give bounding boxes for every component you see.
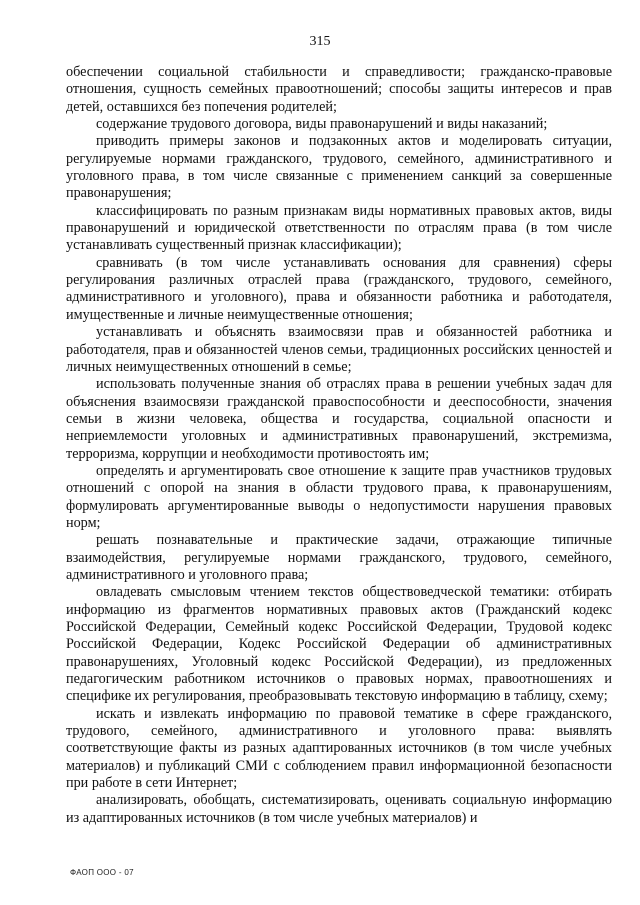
paragraph: анализировать, обобщать, систематизировать, оценивать социальную информацию из адаптированных источников (в том числе учебных материалов) и (66, 792, 612, 826)
paragraph: искать и извлекать информацию по правовой тематике в сфере гражданского, трудового, семейного, административного и уголовного права: выявлять соответствующие факты из разных адаптированных источников (в том числе учебных материалов) и публикаций СМИ с соблюдением правил информационной безопасности при работе в сети Интернет; (66, 705, 612, 792)
paragraph: определять и аргументировать свое отношение к защите прав участников трудовых отношений с опорой на знания в области трудового права, к правонарушениям, формулировать аргументированные выводы о недопустимости нарушения правовых норм; (66, 462, 612, 531)
page-number: 315 (309, 34, 331, 49)
paragraph: содержание трудового договора, виды правонарушений и виды наказаний; (96, 116, 548, 133)
document-code-footer: ФАОП ООО - 07 (70, 868, 134, 877)
paragraph: решать познавательные и практические задачи, отражающие типичные взаимодействия, регулируемые нормами гражданского, трудового, семейного, административного и уголовного права; (66, 532, 612, 583)
paragraph: классифицировать по разным признакам виды нормативных правовых актов, виды правонарушений и юридической ответственности по отраслям права (в том числе устанавливать существенный признак классификации); (66, 202, 612, 254)
paragraph: приводить примеры законов и подзаконных актов и моделировать ситуации, регулируемые нормами гражданского, трудового, семейного, административного и уголовного права, в том числе связанные с применением санкций за совершенные правонарушения; (66, 133, 612, 202)
paragraph: устанавливать и объяснять взаимосвязи прав и обязанностей работника и работодателя, прав и обязанностей членов семьи, традиционных российских ценностей и личных неимущественных отношений в семье; (66, 324, 612, 375)
paragraph: обеспечении социальной стабильности и справедливости; гражданско-правовые отношения, сущность семейных правоотношений; способы защиты интересов и прав детей, оставшихся без попечения родителей; (66, 64, 612, 115)
paragraph: сравнивать (в том числе устанавливать основания для сравнения) сферы регулирования различных отраслей права (гражданского, трудового, семейного, административного и уголовного), права и обязанности работника и работодателя, имущественные и личные неимущественные отношения; (66, 254, 612, 323)
body-text (66, 64, 612, 827)
paragraph: использовать полученные знания об отраслях права в решении учебных задач для объяснения взаимосвязи гражданской правоспособности и дееспособности, значения семьи в жизни человека, общества и государства, социальной опасности и неприемлемости уголовных и административных правонарушений, экстремизма, терроризма, коррупции и необходимости противостоять им; (66, 376, 612, 462)
paragraph: овладевать смысловым чтением текстов обществоведческой тематики: отбирать информацию из фрагментов нормативных правовых актов (Гражданский кодекс Российской Федерации, Семейный кодекс Российской Федерации, Трудовой кодекс Российской Федерации, Кодекс Российской Федерации об административных правонарушениях, Уголовный кодекс Российской Федерации), из предложенных педагогическим работником источников о правовых нормах, правоотношениях и специфике их регулирования, преобразовывать текстовую информацию в таблицу, схему; (66, 584, 612, 705)
